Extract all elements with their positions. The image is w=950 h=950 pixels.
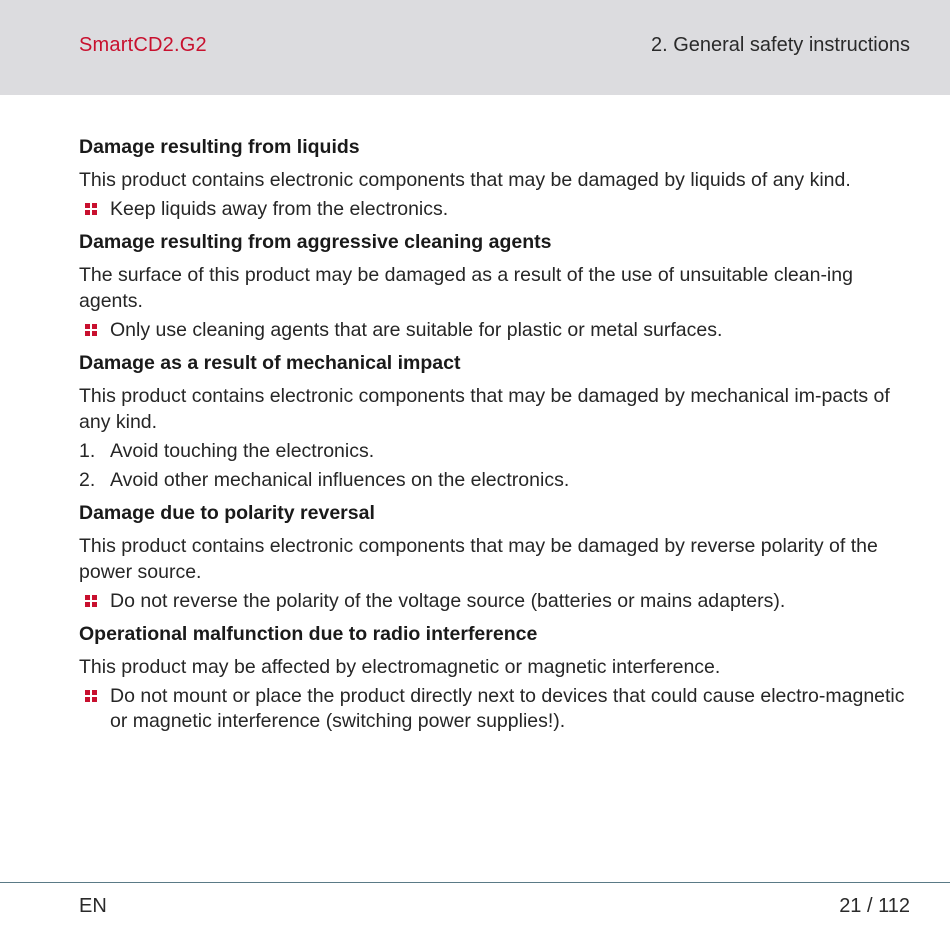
page-number: 21 / 112 <box>839 895 910 917</box>
section-liquids <box>79 133 909 222</box>
page-content <box>79 133 909 740</box>
bullet-item <box>79 318 909 343</box>
section-paragraph: This product contains electronic components that may be damaged by reverse polarity of the power source. <box>79 535 878 583</box>
product-name: SmartCD2.G2 <box>79 34 207 56</box>
section-cleaning-agents <box>79 228 909 343</box>
section-radio-interference <box>79 620 909 734</box>
numbered-text: Avoid other mechanical influences on the electronics. <box>110 469 570 491</box>
chapter-title: 2. General safety instructions <box>650 34 910 56</box>
four-square-bullet-icon <box>85 595 97 607</box>
footer-rule <box>0 882 950 883</box>
section-heading: Damage resulting from liquids <box>79 136 360 158</box>
section-mechanical-impact <box>79 349 909 493</box>
bullet-item <box>79 684 909 734</box>
section-paragraph: This product contains electronic components that may be damaged by mechanical im-pacts of any kind. <box>79 385 890 433</box>
bullet-item <box>79 197 909 222</box>
four-square-bullet-icon <box>85 203 97 215</box>
language-code: EN <box>79 895 107 917</box>
section-polarity-reversal <box>79 499 909 614</box>
bullet-text: Do not mount or place the product directly next to devices that could cause electro-magnetic or magnetic interference (switching power supplies!). <box>110 685 905 732</box>
page-header <box>0 0 950 95</box>
item-number: 2. <box>79 469 96 491</box>
section-paragraph: This product may be affected by electromagnetic or magnetic interference. <box>79 656 721 678</box>
bullet-text: Keep liquids away from the electronics. <box>110 198 449 220</box>
section-heading: Damage due to polarity reversal <box>79 502 375 524</box>
numbered-item <box>79 439 909 464</box>
item-number: 1. <box>79 440 96 462</box>
numbered-item <box>79 468 909 493</box>
bullet-text: Do not reverse the polarity of the voltage source (batteries or mains adapters). <box>110 590 786 612</box>
bullet-text: Only use cleaning agents that are suitable for plastic or metal surfaces. <box>110 319 723 341</box>
numbered-text: Avoid touching the electronics. <box>110 440 375 462</box>
section-heading: Operational malfunction due to radio interference <box>79 623 538 645</box>
four-square-bullet-icon <box>85 690 97 702</box>
section-paragraph: The surface of this product may be damaged as a result of the use of unsuitable clean-ing agents. <box>79 264 853 312</box>
four-square-bullet-icon <box>85 324 97 336</box>
section-heading: Damage as a result of mechanical impact <box>79 352 461 374</box>
bullet-item <box>79 589 909 614</box>
section-paragraph: This product contains electronic components that may be damaged by liquids of any kind. <box>79 169 851 191</box>
section-heading: Damage resulting from aggressive cleaning agents <box>79 231 552 253</box>
